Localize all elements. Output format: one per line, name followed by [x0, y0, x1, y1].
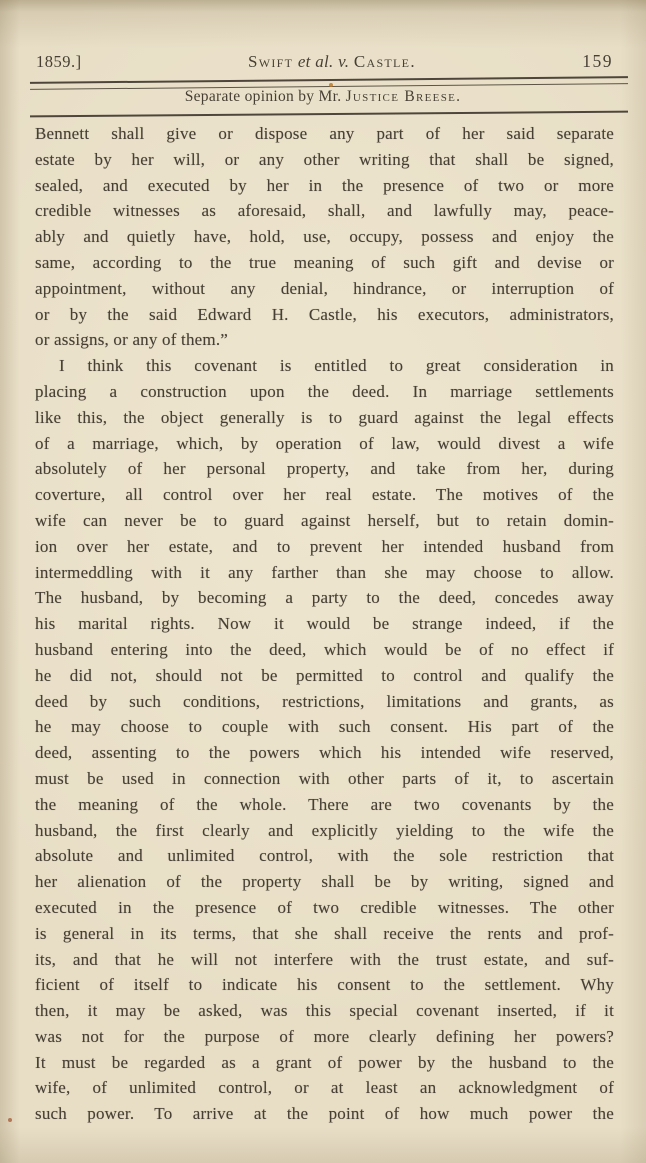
page-number: 159	[582, 51, 613, 71]
body-line: coverture, all control over her real estate. The motives of the	[35, 485, 614, 505]
case-connector: et al. v.	[293, 52, 354, 71]
body-line: wife can never be to guard against herself, but to retain domin-	[35, 510, 614, 530]
body-line: deed, assenting to the powers which his intended wife reserved,	[35, 743, 614, 763]
section-heading	[0, 88, 646, 106]
body-line: such power. To arrive at the point of how much power the	[35, 1104, 614, 1124]
body-line: then, it may be asked, was this special covenant inserted, if it	[35, 1001, 614, 1021]
body-line: he may choose to couple with such consent. His part of the	[35, 717, 614, 737]
body-line: its, and that he will not interfere with the trust estate, and suf-	[35, 949, 614, 969]
body-line: ficient of itself to indicate his consent to the settlement. Why	[35, 975, 614, 995]
year-label: 1859.]	[36, 52, 82, 71]
body-line: of a marriage, which, by operation of law, would divest a wife	[35, 433, 614, 453]
justice-name: Justice Breese.	[345, 88, 462, 105]
body-line: appointment, without any denial, hindrance, or interruption of	[35, 278, 614, 298]
body-line: absolutely of her personal property, and take from her, during	[35, 459, 614, 479]
body-line: the meaning of the whole. There are two covenants by the	[35, 794, 614, 814]
body-line: placing a construction upon the deed. In marriage settlements	[35, 381, 614, 401]
body-line: or by the said Edward H. Castle, his executors, administrators,	[35, 304, 614, 324]
running-head	[36, 51, 613, 72]
section-heading-prefix: Separate opinion by Mr.	[184, 88, 346, 105]
body-line: intermeddling with it any farther than she may choose to allow.	[35, 562, 614, 582]
body-line: I think this covenant is entitled to great consideration in	[59, 356, 614, 376]
body-line: absolute and unlimited control, with the sole restriction that	[35, 846, 614, 866]
body-line: or assigns, or any of them.”	[35, 330, 229, 350]
body-line: ion over her estate, and to prevent her intended husband from	[35, 536, 614, 556]
opinion-text	[35, 121, 614, 1127]
case-title	[248, 52, 416, 72]
case-name-right: Castle.	[353, 52, 416, 71]
body-line: estate by her will, or any other writing that shall be signed,	[35, 149, 614, 169]
paper-speck	[8, 1118, 12, 1122]
case-name-left: Swift	[247, 52, 294, 71]
body-line: wife, of unlimited control, or at least an acknowledgment of	[35, 1078, 614, 1098]
body-line: like this, the object generally is to guard against the legal effects	[35, 407, 614, 427]
body-line: must be used in connection with other parts of it, to ascertain	[35, 768, 614, 788]
body-line: It must be regarded as a grant of power by the husband to the	[35, 1052, 614, 1072]
body-line: same, according to the true meaning of such gift and devise or	[35, 252, 614, 272]
paper-speck	[329, 83, 333, 87]
body-line: executed in the presence of two credible witnesses. The other	[35, 897, 614, 917]
subheading-rule	[30, 111, 628, 118]
body-line: her alienation of the property shall be by writing, signed and	[35, 872, 614, 892]
body-line: deed by such conditions, restrictions, limitations and grants, as	[35, 691, 614, 711]
body-line: sealed, and executed by her in the presence of two or more	[35, 175, 614, 195]
body-line: credible witnesses as aforesaid, shall, and lawfully may, peace-	[35, 201, 614, 221]
body-line: husband entering into the deed, which would be of no effect if	[35, 639, 614, 659]
body-line: he did not, should not be permitted to control and qualify the	[35, 665, 614, 685]
body-line: was not for the purpose of more clearly defining her powers?	[35, 1026, 614, 1046]
body-line: his marital rights. Now it would be strange indeed, if the	[35, 614, 614, 634]
body-line: husband, the first clearly and explicitly yielding to the wife the	[35, 820, 614, 840]
body-line: ably and quietly have, hold, use, occupy, possess and enjoy the	[35, 227, 614, 247]
body-line: Bennett shall give or dispose any part of her said separate	[35, 124, 614, 143]
body-line: The husband, by becoming a party to the deed, concedes away	[35, 588, 614, 608]
body-line: is general in its terms, that she shall receive the rents and prof-	[35, 923, 614, 943]
